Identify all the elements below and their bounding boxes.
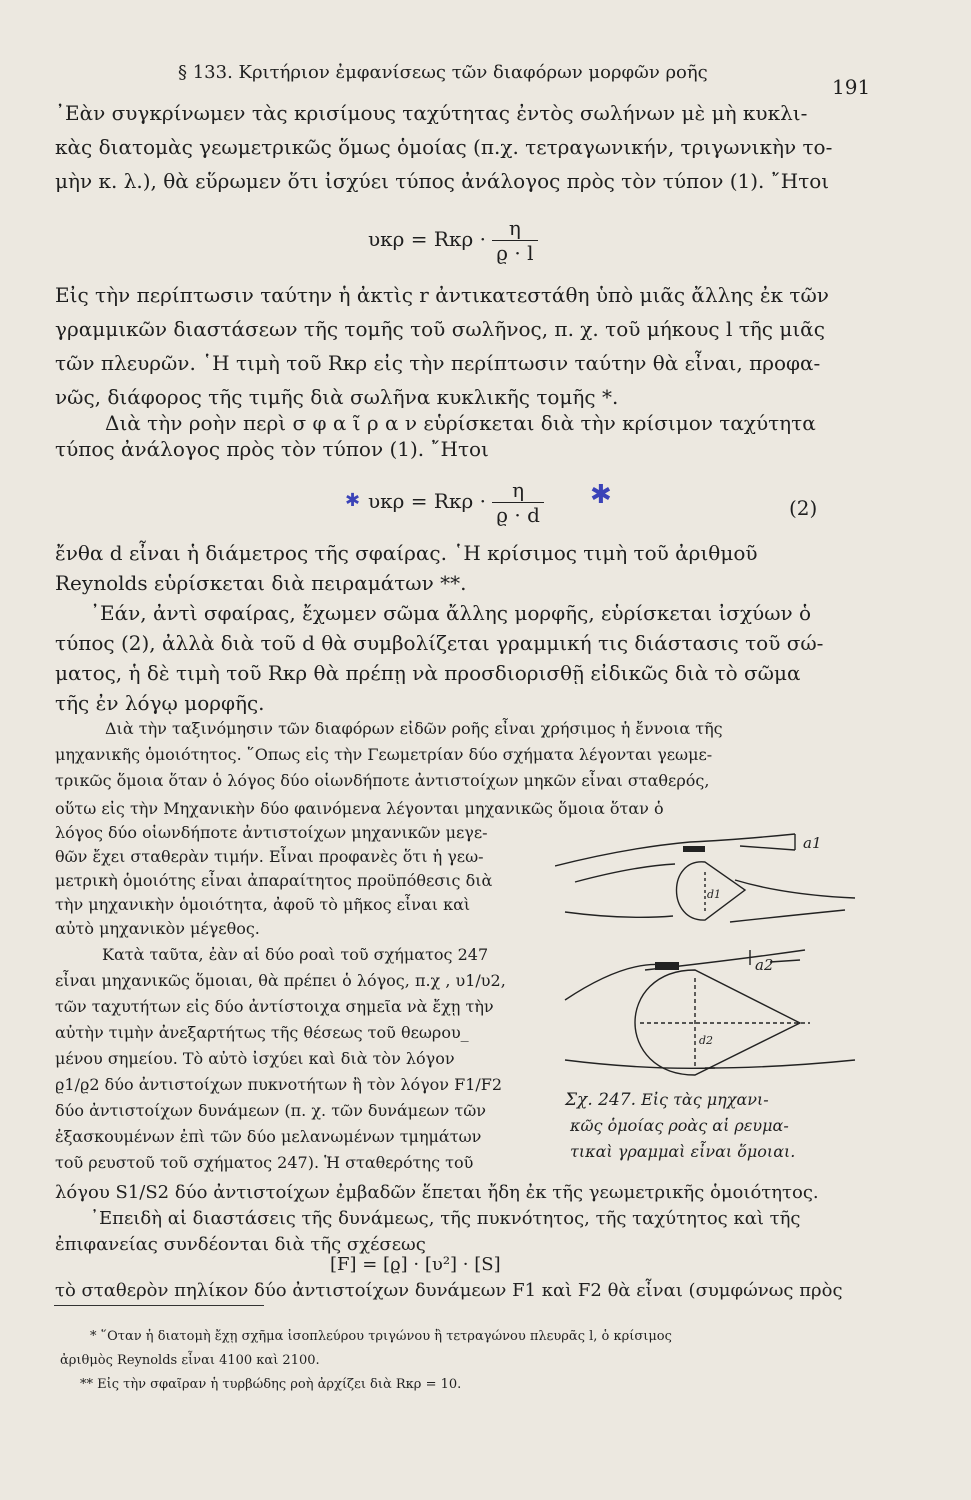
label-d1: d1	[707, 888, 722, 901]
narrow-text-line: αὐτὴν τιμὴν ἀνεξαρτήτως τῆς θέσεως τοῦ θεωρου_	[55, 1023, 469, 1042]
narrow-text-line: Κατὰ ταῦτα, ἐὰν αἱ δύο ροαὶ τοῦ σχήματος 247	[102, 945, 489, 964]
equation-1	[368, 216, 538, 265]
text-line: τὸ σταθερὸν πηλίκον δύο ἀντιστοίχων δυνάμεων F1 καὶ F2 θὰ εἶναι (συμφώνως πρὸς	[55, 1280, 843, 1301]
equation-3: [F] = [ϱ] · [υ²] · [S]	[330, 1254, 501, 1275]
small-text-line: τρικῶς ὅμοια ὅταν ὁ λόγος δύο οἱωνδήποτε ἀντιστοίχων μηκῶν εἶναι σταθερός,	[55, 771, 710, 790]
text-line: Διὰ τὴν ροὴν περὶ σ φ α ῖ ρ α ν εὑρίσκεται διὰ τὴν κρίσιμον ταχύτητα	[105, 411, 816, 435]
narrow-text-line: τῶν ταχυτήτων εἰς δύο ἀντίστοιχα σημεῖα νὰ ἔχῃ τὴν	[55, 997, 494, 1016]
label-d2: d2	[699, 1034, 714, 1047]
footnote-1: * ῞Οταν ἡ διατομὴ ἔχῃ σχῆμα ἰσοπλεύρου τριγώνου ἢ τετραγώνου πλευρᾶς l, ὁ κρίσιμος	[90, 1329, 672, 1344]
equation-2-fraction	[492, 478, 544, 527]
streamline	[705, 1060, 855, 1068]
text-line: Reynolds εὑρίσκεται διὰ πειραμάτων **.	[55, 571, 467, 595]
narrow-text-line: μένου σημείου. Τὸ αὐτὸ ἰσχύει καὶ διὰ τὸν λόγον	[55, 1049, 455, 1068]
equation-2-lhs: υκρ = Rκρ ·	[368, 489, 486, 513]
page-number: 191	[832, 75, 871, 99]
equation-1-lhs: υκρ = Rκρ ·	[368, 227, 486, 251]
text-line: νῶς, διάφορος τῆς τιμῆς διὰ σωλῆνα κυκλικῆς τομῆς *.	[55, 385, 619, 409]
pen-mark-left: ✱	[345, 490, 361, 511]
equation-2	[368, 478, 544, 527]
figure-caption-line: τικαὶ γραμμαὶ εἶναι ὅμοιαι.	[570, 1142, 796, 1161]
figure-caption-line: Εἰς τὰς μηχανι-	[641, 1090, 769, 1109]
figure-caption-label: Σχ. 247.	[565, 1090, 636, 1110]
text-line: κὰς διατομὰς γεωμετρικῶς ὅμως ὁμοίας (π.χ. τετραγωνικήν, τριγωνικὴν το-	[55, 135, 833, 159]
text-line: ἐπιφανείας συνδέονται διὰ τῆς σχέσεως	[55, 1234, 426, 1255]
streamline	[565, 1060, 715, 1068]
text-line: τῆς ἐν λόγῳ μορφῆς.	[55, 691, 265, 715]
narrow-text-line: ἐξασκουμένων ἐπὶ τῶν δύο μελανωμένων τμημάτων	[55, 1127, 482, 1146]
small-text-line: οὕτω εἰς τὴν Μηχανικὴν δύο φαινόμενα λέγονται μηχανικῶς ὅμοια ὅταν ὁ	[55, 799, 664, 818]
small-text-line: Διὰ τὴν ταξινόμησιν τῶν διαφόρων εἰδῶν ροῆς εἶναι χρήσιμος ἡ ἔννοια τῆς	[105, 719, 723, 738]
narrow-text-line: εἶναι μηχανικῶς ὅμοιαι, θὰ πρέπει ὁ λόγος, π.χ , υ1/υ2,	[55, 971, 506, 990]
narrow-text-line: τοῦ ρευστοῦ τοῦ σχήματος 247). Ἡ σταθερότης τοῦ	[55, 1153, 474, 1172]
narrow-text-line: τὴν μηχανικὴν ὁμοιότητα, ἀφοῦ τὸ μῆκος εἶναι καὶ	[55, 895, 471, 914]
running-header: § 133. Κριτήριον ἐμφανίσεως τῶν διαφόρων μορφῶν ροῆς	[178, 62, 708, 83]
footnote-1-cont: ἀριθμὸς Reynolds εἶναι 4100 καὶ 2100.	[60, 1353, 320, 1368]
text-line: ᾿Εὰν συγκρίνωμεν τὰς κρισίμους ταχύτητας ἐντὸς σωλήνων μὲ μὴ κυκλι-	[55, 101, 808, 125]
text-line: ἔνθα d εἶναι ἡ διάμετρος τῆς σφαίρας. ῾Η κρίσιμος τιμὴ τοῦ ἀριθμοῦ	[55, 541, 758, 565]
text-line: τύπος (2), ἀλλὰ διὰ τοῦ d θὰ συμβολίζεται γραμμική τις διάστασις τοῦ σώ-	[55, 631, 824, 655]
text-line: τῶν πλευρῶν. ῾Η τιμὴ τοῦ Rκρ εἰς τὴν περίπτωσιν ταύτην θὰ εἶναι, προφα-	[55, 351, 821, 375]
narrow-text-line: αὐτὸ μηχανικὸν μέγεθος.	[55, 919, 260, 938]
equation-2-numerator: η	[492, 478, 544, 503]
text-line: λόγου S1/S2 δύο ἀντιστοίχων ἐμβαδῶν ἕπεται ἤδη ἐκ τῆς γεωμετρικῆς ὁμοιότητος.	[55, 1182, 819, 1203]
figure-caption	[565, 1088, 769, 1112]
label-a1: a1	[803, 834, 822, 852]
figure-247	[555, 820, 865, 1100]
text-line: ματος, ἡ δὲ τιμὴ τοῦ Rκρ θὰ πρέπῃ νὰ προσδιορισθῇ εἰδικῶς διὰ τὸ σῶμα	[55, 661, 801, 685]
text-line: γραμμικῶν διαστάσεων τῆς τομῆς τοῦ σωλῆνος, π. χ. τοῦ μήκους l τῆς μιᾶς	[55, 317, 825, 341]
streamline	[575, 864, 675, 882]
equation-1-denominator: ϱ · l	[496, 241, 534, 265]
large-gap-line	[770, 960, 800, 962]
narrow-text-line: λόγος δύο οἱωνδήποτε ἀντιστοίχων μηχανικῶν μεγε-	[55, 823, 488, 842]
small-gap-line	[740, 846, 795, 850]
streamline	[555, 834, 795, 866]
narrow-text-line: ϱ1/ϱ2 δύο ἀντιστοίχων πυκνοτήτων ἢ τὸν λόγον F1/F2	[55, 1075, 503, 1094]
footnote-rule	[54, 1305, 264, 1306]
label-a2: a2	[755, 956, 774, 974]
figure-caption-line: κῶς ὁμοίας ροὰς αἱ ρευμα-	[570, 1116, 789, 1135]
small-text-line: μηχανικῆς ὁμοιότητος. ῞Οπως εἰς τὴν Γεωμετρίαν δύο σχήματα λέγονται γεωμε-	[55, 745, 713, 764]
footnote-2: ** Εἰς τὴν σφαῖραν ἡ τυρβώδης ροὴ ἀρχίζει διὰ Rκρ = 10.	[80, 1377, 462, 1392]
large-blackened-region	[655, 962, 679, 970]
streamline	[565, 912, 673, 917]
narrow-text-line: θῶν ἔχει σταθερὰν τιμήν. Εἶναι προφανὲς ὅτι ἡ γεω-	[55, 847, 484, 866]
text-line: Εἰς τὴν περίπτωσιν ταύτην ἡ ἀκτὶς r ἀντικατεστάθη ὑπὸ μιᾶς ἄλλης ἐκ τῶν	[55, 283, 829, 307]
streamline	[730, 910, 845, 922]
narrow-text-line: μετρικὴ ὁμοιότης εἶναι ἀπαραίτητος προϋπόθεσις διὰ	[55, 871, 493, 890]
equation-1-fraction	[492, 216, 537, 265]
text-line: ᾿Εάν, ἀντὶ σφαίρας, ἔχωμεν σῶμα ἄλλης μορφῆς, εὑρίσκεται ἰσχύων ὁ	[90, 601, 812, 625]
pen-mark-right: ✱	[590, 480, 612, 510]
streamline	[735, 880, 855, 898]
equation-1-numerator: η	[492, 216, 537, 241]
equation-2-number: (2)	[789, 496, 818, 520]
text-line: τύπος ἀνάλογος πρὸς τὸν τύπον (1). ῎Ητοι	[55, 437, 489, 461]
equation-2-denominator: ϱ · d	[496, 503, 540, 527]
narrow-text-line: δύο ἀντιστοίχων δυνάμεων (π. χ. τῶν δυνάμεων τῶν	[55, 1101, 486, 1120]
text-line: μὴν κ. λ.), θὰ εὕρωμεν ὅτι ἰσχύει τύπος ἀνάλογος πρὸς τὸν τύπον (1). ῎Ητοι	[55, 169, 830, 193]
text-line: ᾿Επειδὴ αἱ διαστάσεις τῆς δυνάμεως, τῆς πυκνότητος, τῆς ταχύτητος καὶ τῆς	[90, 1208, 801, 1229]
small-blackened-region	[683, 846, 705, 852]
